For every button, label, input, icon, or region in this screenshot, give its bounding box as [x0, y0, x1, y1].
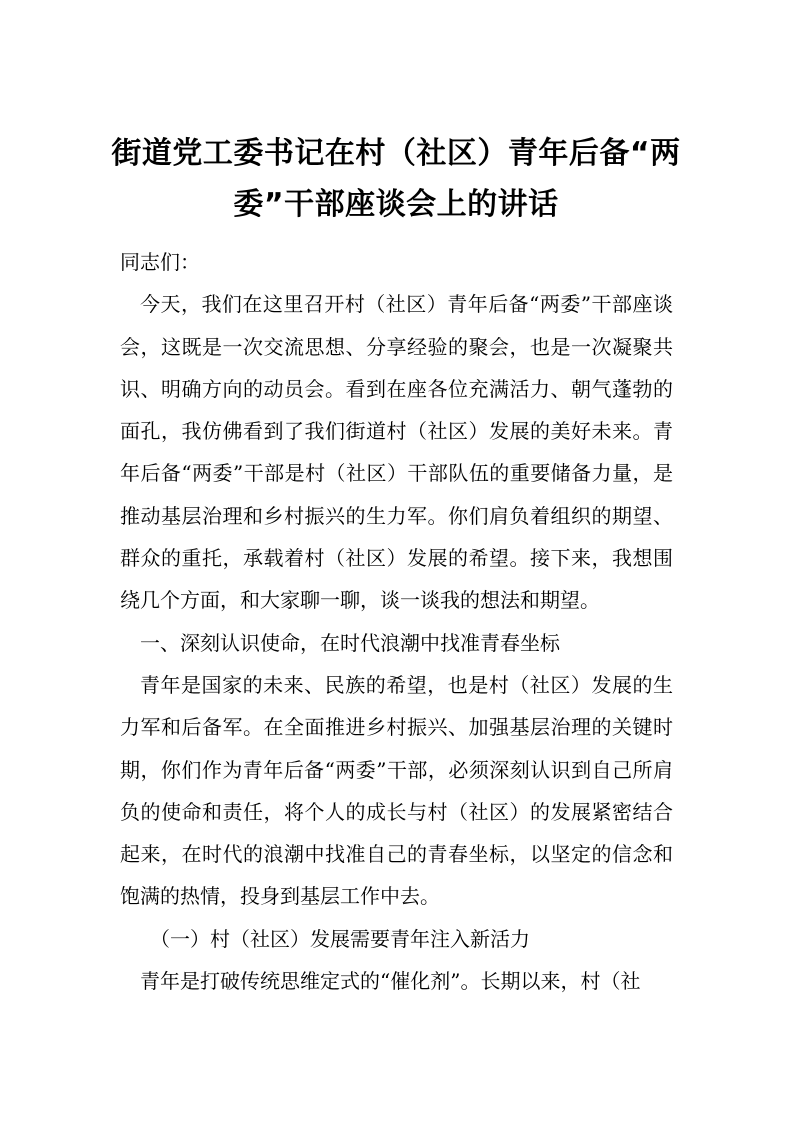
document-title: 街道党工委书记在村（社区）青年后备“两委”干部座谈会上的讲话: [111, 136, 681, 222]
intro-paragraph: 今天，我们在这里召开村（社区）青年后备“两委”干部座谈会，这既是一次交流思想、分享经验的聚会，也是一次凝聚共识、明确方向的动员会。看到在座各位充满活力、朝气蓬勃的面孔，我仿佛看到了我们街道村（社区）发展的美好未来。青年后备“两委”干部是村（社区）干部队伍的重要储备力量，是推动基层治理和乡村振兴的生力军。你们肩负着组织的期望、群众的重托，承载着村（社区）发展的希望。接下来，我想围绕几个方面，和大家聊一聊，谈一谈我的想法和期望。: [120, 292, 673, 613]
section-heading: 一、深刻认识使命，在时代浪潮中找准青春坐标: [140, 630, 560, 655]
subsection-heading: （一）村（社区）发展需要青年注入新活力: [150, 926, 530, 951]
document-body: [120, 241, 673, 1002]
section-paragraph: 青年是国家的未来、民族的希望，也是村（社区）发展的生力军和后备军。在全面推进乡村振兴、加强基层治理的关键时期，你们作为青年后备“两委”干部，必须深刻认识到自己所肩负的使命和责任，将个人的成长与村（社区）的发展紧密结合起来，在时代的浪潮中找准自己的青春坐标，以坚定的信念和饱满的热情，投身到基层工作中去。: [120, 672, 673, 909]
salutation: 同志们：: [120, 250, 200, 274]
subsection-paragraph: 青年是打破传统思维定式的“催化剂”。长期以来，村（社: [140, 969, 641, 994]
